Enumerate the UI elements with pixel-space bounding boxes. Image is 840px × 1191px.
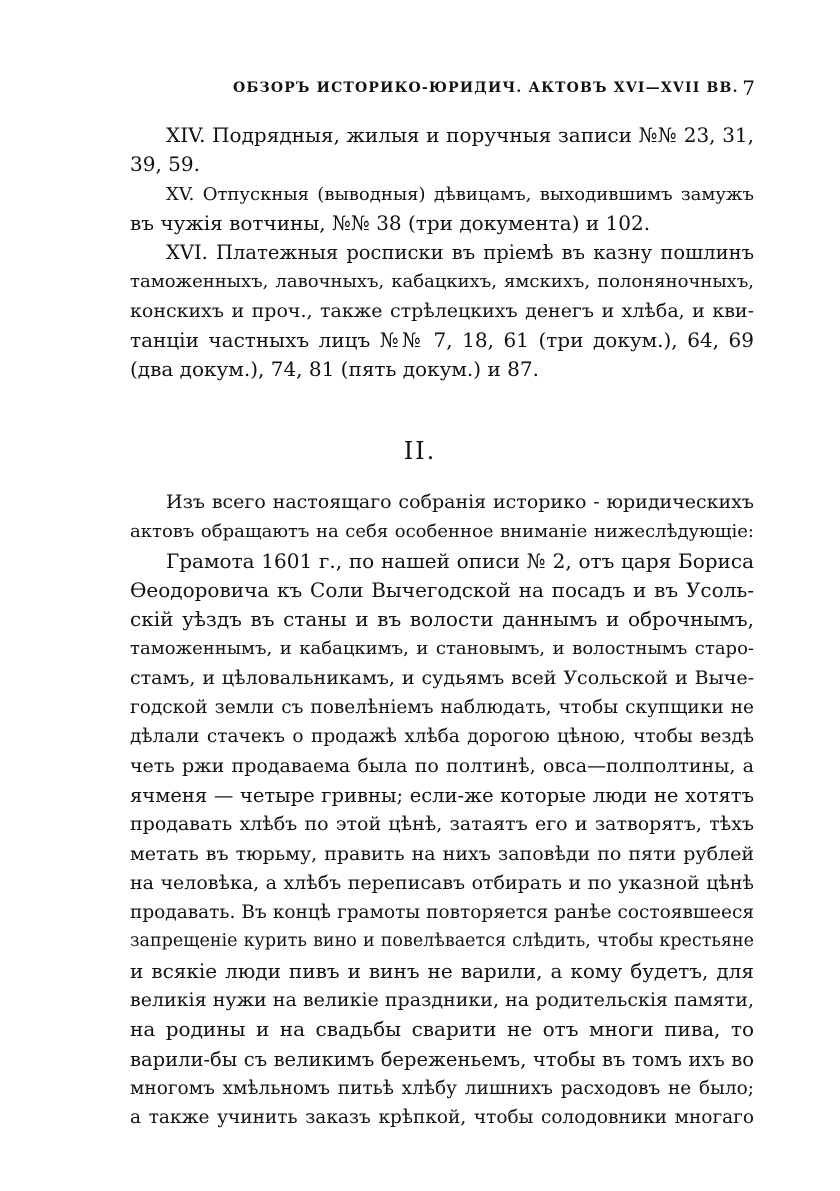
text-line: таможенныхъ, лавочныхъ, кабацкихъ, ямскихъ, полоняночныхъ, bbox=[130, 271, 754, 293]
running-head: ОБЗОРЪ ИСТОРИКО-ЮРИДИЧ. АКТОВЪ XVI—XVII ВВ. bbox=[233, 80, 739, 96]
page-number: 7 bbox=[742, 76, 755, 100]
text-line: на человѣка, а хлѣбъ переписавъ отбирать и по указной цѣнѣ bbox=[130, 871, 754, 894]
text-line: Ѳеодоровича къ Соли Вычегодской на посадъ и въ Усоль- bbox=[130, 577, 754, 602]
text-line: стамъ, и цѣловальникамъ, и судьямъ всей Усольской и Выче- bbox=[130, 666, 754, 689]
text-line: ячменя — четыре гривны; если-же которые люди не хотятъ bbox=[130, 783, 754, 807]
text-line: XVI. Платежныя росписки въ пріемѣ въ казну пошлинъ bbox=[166, 241, 754, 265]
text-line: варили-бы съ великимъ береженьемъ, чтобы въ томъ ихъ во bbox=[130, 1047, 754, 1071]
text-line: скій уѣздъ въ станы и въ волости даннымъ и оброчнымъ, bbox=[130, 607, 754, 632]
text-line: запрещеніе курить вино и повелѣвается слѣдить, чтобы крестьяне bbox=[130, 931, 754, 952]
page-header bbox=[233, 76, 755, 102]
document-list-block bbox=[130, 121, 754, 385]
text-line: въ чужія вотчины, №№ 38 (три документа) и 102. bbox=[130, 210, 651, 235]
text-line: и всякіе люди пивъ и винъ не варили, а кому будетъ, для bbox=[130, 958, 754, 983]
text-line: дѣлали стачекъ о продажѣ хлѣба дорогою цѣною, чтобы вездѣ bbox=[130, 726, 754, 748]
text-line: Изъ всего настоящаго собранія историко - юридическихъ bbox=[166, 491, 754, 513]
text-line: XV. Отпускныя (выводныя) дѣвицамъ, выходившимъ замужъ bbox=[166, 183, 754, 205]
text-line: а также учинить заказъ крѣпкой, чтобы солодовники многаго bbox=[130, 1107, 754, 1129]
text-line: таможеннымъ, и кабацкимъ, и становымъ, и волостнымъ старо- bbox=[130, 638, 754, 660]
text-line: Грамота 1601 г., по нашей описи № 2, отъ царя Бориса bbox=[166, 548, 754, 573]
text-line: конскихъ и проч., также стрѣлецкихъ денегъ и хлѣба, и кви- bbox=[130, 299, 754, 322]
text-line: XIV. Подрядныя, жилыя и поручныя записи №№ 23, 31, bbox=[166, 123, 754, 147]
text-line: четь ржи продаваема была по полтинѣ, овса—полполтины, а bbox=[130, 754, 754, 777]
text-line: (два докум.), 74, 81 (пять докум.) и 87. bbox=[130, 357, 539, 382]
text-line: на родины и на свадьбы сварити не отъ многи пива, то bbox=[130, 1017, 754, 1042]
text-line: великія нужи на великіе праздники, на родительскія памяти, bbox=[130, 989, 754, 1012]
text-line: танціи частныхъ лицъ №№ 7, 18, 61 (три докум.), 64, 69 bbox=[130, 328, 754, 353]
text-line: 39, 59. bbox=[130, 152, 200, 177]
text-line: актовъ обращаютъ на себя особенное вниманіе нижеслѣдующіе: bbox=[130, 521, 754, 543]
text-line: многомъ хмѣльномъ питьѣ хлѣбу лишнихъ расходовъ не было; bbox=[130, 1077, 754, 1099]
text-line: метать въ тюрьму, править на нихъ заповѣди по пяти рублей bbox=[130, 842, 754, 865]
section-heading: II. bbox=[403, 437, 437, 465]
text-line: продавать. Въ концѣ грамоты повторяется ранѣе состоявшееся bbox=[130, 902, 754, 924]
text-line: продавать хлѣбъ по этой цѣнѣ, затаятъ его и затворятъ, тѣхъ bbox=[130, 813, 754, 836]
body-text-block bbox=[130, 488, 754, 1133]
text-line: годской земли съ повелѣніемъ наблюдать, чтобы скупщики не bbox=[130, 697, 754, 719]
